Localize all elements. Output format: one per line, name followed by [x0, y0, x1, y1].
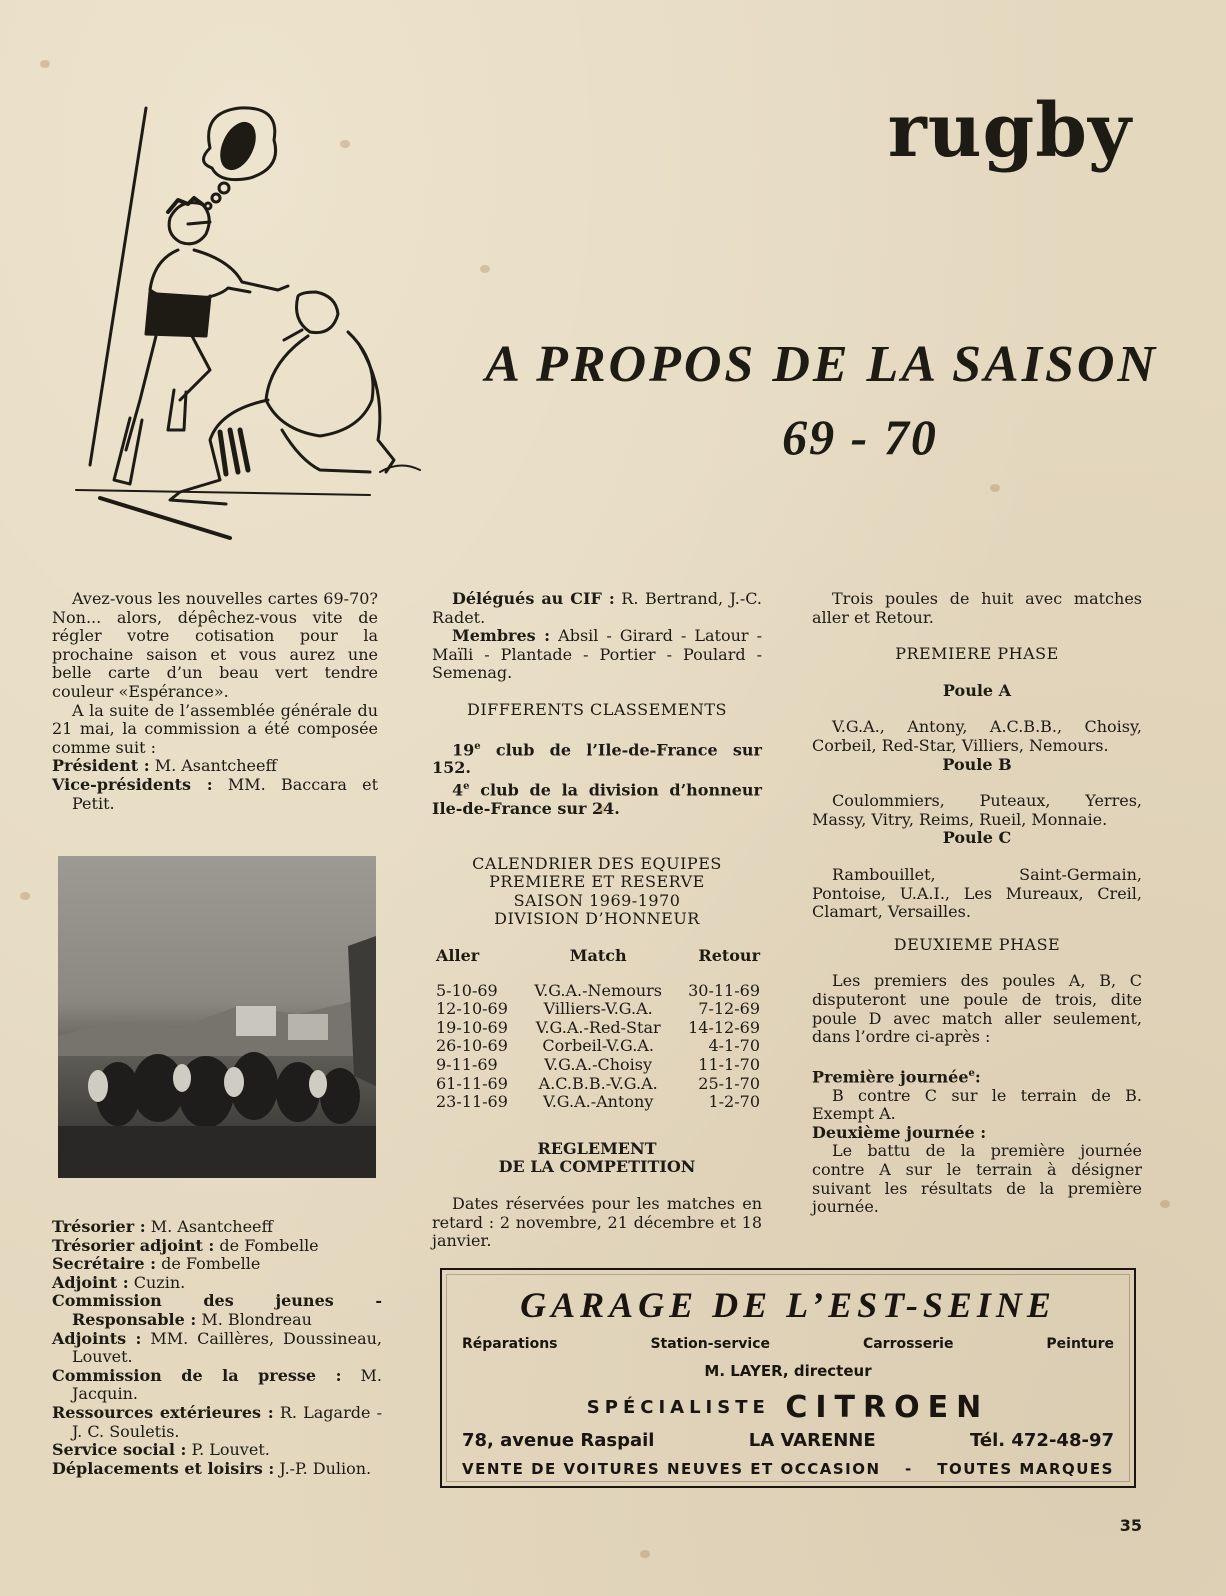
members-label: Membres :	[452, 626, 551, 646]
delegates-names: R. Bertrand, J.-C. Radet.	[432, 589, 762, 627]
reglement-text: Dates réservées pour les matches en retard : 2 novembre, 21 décembre et 18 janvier.	[432, 1193, 762, 1251]
paper-stain	[1160, 1200, 1170, 1208]
fixture: V.G.A.-Choisy	[544, 1054, 653, 1074]
journee-2-text: Le battu de la première journée contre A sur le terrain à désigner suivant les résultats de la première journée.	[812, 1141, 1142, 1217]
specialist-label: SPÉCIALISTE	[586, 1397, 770, 1418]
calendar-heading-line: DIVISION D’HONNEUR	[494, 909, 700, 929]
phase-2-heading: DEUXIEME PHASE	[893, 934, 1061, 954]
column-left-bottom	[52, 1218, 382, 1478]
paper-stain	[20, 892, 30, 900]
classement-rank: 4	[452, 780, 464, 800]
calendar-row	[432, 1000, 762, 1019]
officer-role: Commission des jeunes - Responsable :	[52, 1291, 382, 1329]
date-retour: 7-12-69	[698, 999, 760, 1019]
calendar-row	[432, 1019, 762, 1038]
poule-name: Poule C	[942, 828, 1012, 848]
members-names: Absil - Girard - Latour - Maïli - Plantade - Portier - Poulard - Semenag.	[432, 626, 763, 683]
officer-line	[52, 1255, 382, 1274]
date-retour: 1-2-70	[708, 1092, 760, 1112]
classements-heading: DIFFERENTS CLASSEMENTS	[467, 699, 727, 719]
paper-stain	[40, 60, 50, 68]
town: LA VARENNE	[748, 1430, 876, 1451]
poule-teams: V.G.A., Antony, A.C.B.B., Choisy, Corbeil, Red-Star, Villiers, Nemours.	[812, 717, 1142, 755]
brand-name: CITROEN	[785, 1390, 990, 1425]
poule-teams: Coulommiers, Puteaux, Yerres, Massy, Vitry, Reims, Rueil, Monnaie.	[812, 791, 1142, 829]
page-number: 35	[1119, 1516, 1142, 1535]
poule-name: Poule B	[942, 754, 1012, 774]
officer-names: M. Blondreau	[201, 1309, 312, 1329]
officer-role: Adjoint :	[52, 1272, 129, 1292]
date-retour: 25-1-70	[698, 1073, 760, 1093]
date-aller: 19-10-69	[436, 1017, 508, 1037]
advertisement-specialist	[442, 1390, 1134, 1425]
officer-line	[52, 1274, 382, 1293]
paper-stain	[480, 265, 490, 273]
officer-names: M. Asantcheeff	[154, 756, 277, 776]
classement-text: club de l’Ile-de-France sur 152.	[432, 739, 762, 778]
officer-names: MM. Baccara et Petit.	[72, 774, 378, 813]
fixture: Villiers-V.G.A.	[543, 999, 653, 1019]
calendar-row	[432, 982, 762, 1001]
calendar-header-row	[432, 947, 762, 982]
delegates-label: Délégués au CIF :	[452, 589, 615, 608]
headline-line-1: A PROPOS DE LA SAISON	[485, 336, 1158, 393]
calendar-row	[432, 1037, 762, 1056]
officer-names: Cuzin.	[133, 1272, 186, 1292]
fixture: V.G.A.-Antony	[542, 1092, 654, 1112]
journee-label-text: Première journée	[812, 1067, 969, 1087]
officer-line	[52, 1367, 382, 1404]
calendar-heading-line: PREMIERE ET RESERVE	[489, 872, 705, 892]
journee-label-colon: :	[974, 1067, 981, 1087]
officer-role: Trésorier adjoint :	[52, 1235, 215, 1255]
fixture: A.C.B.B.-V.G.A.	[538, 1073, 658, 1093]
competition-intro: Trois poules de huit avec matches aller et Retour.	[812, 589, 1142, 627]
poule-name: Poule A	[942, 680, 1012, 700]
advertisement-title: GARAGE DE L’EST-SEINE	[520, 1285, 1056, 1325]
officer-names: J.-P. Dulion.	[279, 1458, 372, 1478]
date-aller: 9-11-69	[436, 1054, 498, 1074]
sales-text: TOUTES MARQUES	[937, 1460, 1114, 1478]
officer-role: Secrétaire :	[52, 1254, 157, 1274]
date-aller: 5-10-69	[436, 980, 498, 1000]
reglement-heading-line: DE LA COMPETITION	[498, 1157, 696, 1177]
officer-role: Vice-présidents :	[52, 774, 213, 794]
officer-line	[52, 1218, 382, 1237]
column-left	[52, 590, 378, 813]
assembly-paragraph: A la suite de l’assemblée générale du 21 mai, la commission a été composée comme suit :	[52, 700, 378, 757]
journee-label-suffix: e	[968, 1067, 975, 1079]
classement-line	[432, 778, 762, 819]
journee-1-text: B contre C sur le terrain de B. Exempt A.	[812, 1085, 1142, 1124]
thought-bubble-icon	[203, 108, 275, 209]
classement-rank-suffix: e	[474, 740, 481, 752]
column-header-retour: Retour	[698, 945, 760, 965]
match-calendar-table	[432, 947, 762, 1112]
fixture: V.G.A.-Red-Star	[535, 1017, 661, 1037]
advertisement-contact	[462, 1430, 1114, 1451]
rugby-match-photo	[58, 856, 376, 1178]
service-item: Réparations	[462, 1336, 558, 1352]
advertisement-sales	[462, 1460, 1114, 1478]
officer-role: Commission de la presse :	[52, 1365, 342, 1385]
officer-line	[52, 757, 378, 776]
officer-names: de Fombelle	[219, 1235, 319, 1255]
phone: Tél. 472-48-97	[970, 1430, 1114, 1451]
garage-advertisement	[440, 1268, 1136, 1488]
classement-rank: 19	[452, 739, 475, 759]
classement-line	[432, 738, 762, 779]
phase-1-heading: PREMIERE PHASE	[895, 644, 1059, 664]
officer-line	[52, 1330, 382, 1367]
officer-line	[52, 1460, 382, 1479]
advertisement-services	[462, 1336, 1114, 1352]
column-right	[812, 590, 1142, 1217]
date-aller: 12-10-69	[436, 999, 508, 1019]
paper-stain	[990, 484, 1000, 492]
section-title: rugby	[887, 88, 1132, 174]
date-aller: 61-11-69	[436, 1073, 508, 1093]
phase-2-text: Les premiers des poules A, B, C disputeront une poule de trois, dite poule D avec match aller seulement, dans l’ordre ci-après :	[812, 971, 1142, 1047]
officer-role: Adjoints :	[52, 1328, 142, 1348]
committee-list	[52, 1218, 382, 1478]
officer-line	[52, 776, 378, 813]
date-retour: 4-1-70	[708, 1036, 760, 1056]
calendar-row	[432, 1056, 762, 1075]
rugby-cartoon-illustration	[70, 100, 450, 550]
calendar-heading	[432, 855, 762, 929]
officer-role: Service social :	[52, 1440, 187, 1460]
address: 78, avenue Raspail	[462, 1430, 655, 1451]
officer-role: Trésorier :	[52, 1217, 146, 1236]
advertisement-director: M. LAYER, directeur	[704, 1362, 872, 1380]
members-line	[432, 627, 762, 683]
officer-names: M. Asantcheeff	[150, 1217, 273, 1236]
officer-line	[52, 1441, 382, 1460]
delegates-line	[432, 590, 762, 627]
paper-stain	[640, 1550, 650, 1558]
calendar-row	[432, 1075, 762, 1094]
officer-role: Ressources extérieures :	[52, 1402, 274, 1422]
date-aller: 26-10-69	[436, 1036, 508, 1056]
standing-player-figure	[114, 198, 288, 484]
date-retour: 14-12-69	[688, 1017, 760, 1037]
officer-names: R. Lagarde - J. C. Souletis.	[72, 1402, 383, 1441]
service-item: Peinture	[1046, 1336, 1114, 1352]
ground-line	[76, 490, 370, 495]
service-item: Station-service	[650, 1336, 771, 1352]
date-retour: 30-11-69	[688, 980, 760, 1000]
calendar-row	[432, 1093, 762, 1112]
column-header-aller: Aller	[436, 945, 480, 965]
officer-line	[52, 1237, 382, 1256]
fixture: V.G.A.-Nemours	[534, 980, 662, 1000]
service-item: Carrosserie	[862, 1336, 954, 1352]
page-headline	[460, 335, 1160, 466]
intro-paragraph: Avez-vous les nouvelles cartes 69-70? Non... alors, dépêchez-vous vite de régler votre cotisation pour la prochaine saison et vous aurez une belle carte d’un beau vert tendre couleur «Espérance».	[52, 589, 378, 701]
sales-text: VENTE DE VOITURES NEUVES ET OCCASION	[462, 1460, 881, 1478]
poule-teams: Rambouillet, Saint-Germain, Pontoise, U.A.I., Les Mureaux, Creil, Clamart, Versailles.	[812, 864, 1142, 922]
journee-2-label: Deuxième journée :	[812, 1122, 987, 1142]
column-header-match: Match	[569, 945, 627, 965]
calendar-heading-line: SAISON 1969-1970	[513, 890, 681, 910]
officer-role: Président :	[52, 756, 150, 776]
officer-names: M. Jacquin.	[72, 1365, 382, 1404]
sales-separator: -	[905, 1460, 913, 1478]
calendar-heading-line: CALENDRIER DES EQUIPES	[472, 853, 722, 873]
officer-names: P. Louvet.	[191, 1440, 270, 1460]
date-aller: 23-11-69	[436, 1092, 508, 1112]
officer-names: MM. Caillères, Doussineau, Louvet.	[72, 1328, 382, 1367]
officer-line	[52, 1404, 382, 1441]
classement-text: club de la division d’honneur Ile-de-France sur 24.	[432, 780, 762, 818]
reglement-heading-line: REGLEMENT	[537, 1138, 657, 1158]
officer-role: Déplacements et loisirs :	[52, 1458, 275, 1478]
column-middle	[432, 590, 762, 1251]
fixture: Corbeil-V.G.A.	[542, 1036, 654, 1056]
reglement-heading	[432, 1140, 762, 1177]
officer-names: de Fombelle	[161, 1254, 261, 1274]
officer-line	[52, 1292, 382, 1329]
date-retour: 11-1-70	[698, 1054, 760, 1074]
headline-line-2: 69 - 70	[782, 409, 938, 465]
classement-rank-suffix: e	[463, 781, 470, 793]
journee-1-label	[812, 1065, 1142, 1087]
